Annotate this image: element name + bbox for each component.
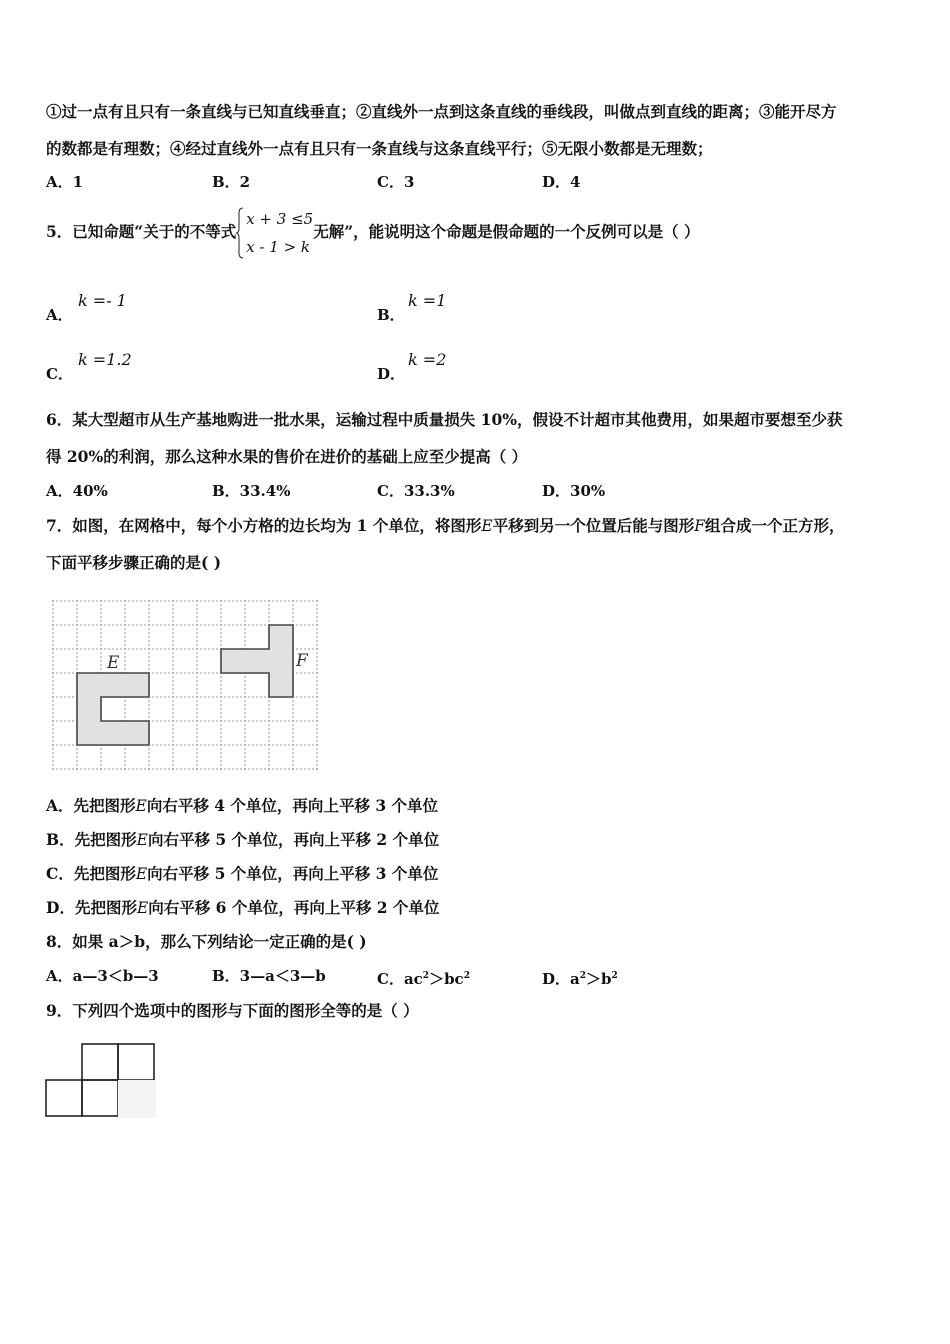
q6-option-d: D．30%	[542, 482, 606, 500]
q5-stem	[46, 203, 700, 261]
brace-icon	[236, 207, 244, 259]
q4-option-b: B．2	[212, 173, 251, 191]
q7-option-a-post: 向右平移 4 个单位，再向上平移 3 个单位	[146, 796, 439, 815]
q7-stem-part-b: 平移到另一个位置后能与图形	[492, 516, 695, 535]
q4-option-c: C．3	[377, 173, 415, 191]
q7-option-d-post: 向右平移 6 个单位，再向上平移 2 个单位	[148, 898, 440, 917]
q6-option-a: A．40%	[46, 482, 108, 500]
q8-option-c	[377, 966, 470, 989]
q7-option-b-post: 向右平移 5 个单位，再向上平移 2 个单位	[147, 830, 440, 849]
q7-shape-f	[221, 625, 293, 697]
q5-inequality-2: x - 1 > k	[246, 238, 311, 256]
q5-suffix: 无解”，能说明这个命题是假命题的一个反例可以是（ ）	[313, 222, 700, 241]
q5-option-a-value: k =- 1	[78, 291, 127, 310]
q4-option-d: D．4	[542, 173, 581, 191]
q7-option-a-pre: A．先把图形	[46, 796, 136, 815]
q5-option-c-label: C．	[46, 365, 73, 383]
q7-option-c-post: 向右平移 5 个单位，再向上平移 3 个单位	[147, 864, 439, 883]
q5-option-d-value: k =2	[408, 350, 447, 369]
q7-label-e: E	[107, 653, 120, 673]
q4-option-a: A．1	[46, 173, 84, 191]
q7-option-c	[46, 864, 438, 884]
q7-option-b-pre: B．先把图形	[46, 830, 137, 849]
q9-figure	[44, 1042, 160, 1122]
q8-option-a: A．a—3＜b—3	[46, 967, 159, 985]
q6-stem-line-1: 6．某大型超市从生产基地购进一批水果，运输过程中质量损失 10%，假设不计超市其他费用，如果超市要想至少获	[46, 410, 843, 429]
q6-option-b: B．33.4%	[212, 482, 291, 500]
q8-option-d-pre: D．a	[542, 970, 580, 988]
q7-option-d-var: E	[136, 899, 149, 917]
q7-option-a	[46, 796, 438, 816]
q4-statement-line-1: ①过一点有且只有一条直线与已知直线垂直；②直线外一点到这条直线的垂线段，叫做点到直线的距离；③能开尽方	[46, 102, 837, 121]
q7-shape-e	[77, 673, 149, 745]
q7-var-f: F	[694, 517, 705, 535]
q5-option-c-value: k =1.2	[78, 350, 132, 369]
q7-option-d-pre: D．先把图形	[46, 898, 137, 917]
q5-inequality-1: x + 3 ≤5	[246, 210, 314, 228]
q8-option-d-sup-1: 2	[579, 971, 586, 981]
q7-var-e: E	[481, 517, 493, 535]
q5-option-a-label: A．	[46, 306, 73, 324]
q8-option-c-sup-1: 2	[422, 971, 430, 981]
q5-option-d-label: D．	[377, 365, 406, 383]
q7-grid-figure	[50, 598, 322, 773]
q6-option-c: C．33.3%	[377, 482, 455, 500]
q7-stem-part-c: 组合成一个正方形，	[704, 516, 845, 535]
q7-option-b-var: E	[136, 831, 148, 849]
q4-statement-line-2: 的数都是有理数；④经过直线外一点有且只有一条直线与这条直线平行；⑤无限小数都是无理数；	[46, 139, 713, 158]
q5-option-b-label: B．	[377, 306, 405, 324]
q7-option-d	[46, 898, 439, 918]
q8-option-c-pre: C．ac	[377, 970, 423, 988]
q8-option-c-sup-2: 2	[463, 971, 470, 981]
q9-stem: 9．下列四个选项中的图形与下面的图形全等的是（ ）	[46, 1001, 419, 1020]
q7-stem-part-a: 7．如图，在网格中，每个小方格的边长均为 1 个单位，将图形	[46, 516, 482, 535]
q7-option-c-pre: C．先把图形	[46, 864, 136, 883]
q7-option-b	[46, 830, 439, 850]
q7-option-c-var: E	[135, 865, 148, 883]
q5-option-b-value: k =1	[408, 291, 447, 310]
q5-prefix: 5．已知命题“关于的不等式	[46, 222, 237, 241]
q7-stem-line-1	[46, 516, 845, 536]
q7-option-a-var: E	[135, 797, 147, 815]
q8-stem: 8．如果 a＞b，那么下列结论一定正确的是( )	[46, 932, 367, 951]
q8-option-d	[542, 966, 618, 989]
q7-stem-line-2: 下面平移步骤正确的是( )	[46, 553, 222, 572]
q8-option-d-mid: ＞b	[586, 970, 612, 988]
q6-stem-line-2: 得 20%的利润，那么这种水果的售价在进价的基础上应至少提高（ ）	[46, 447, 528, 466]
q8-option-c-mid: ＞bc	[429, 970, 464, 988]
q8-option-b: B．3—a＜3—b	[212, 967, 326, 985]
q8-option-d-sup-2: 2	[611, 971, 618, 981]
q7-label-f: F	[296, 651, 308, 671]
q5-inequality-system	[236, 205, 313, 261]
